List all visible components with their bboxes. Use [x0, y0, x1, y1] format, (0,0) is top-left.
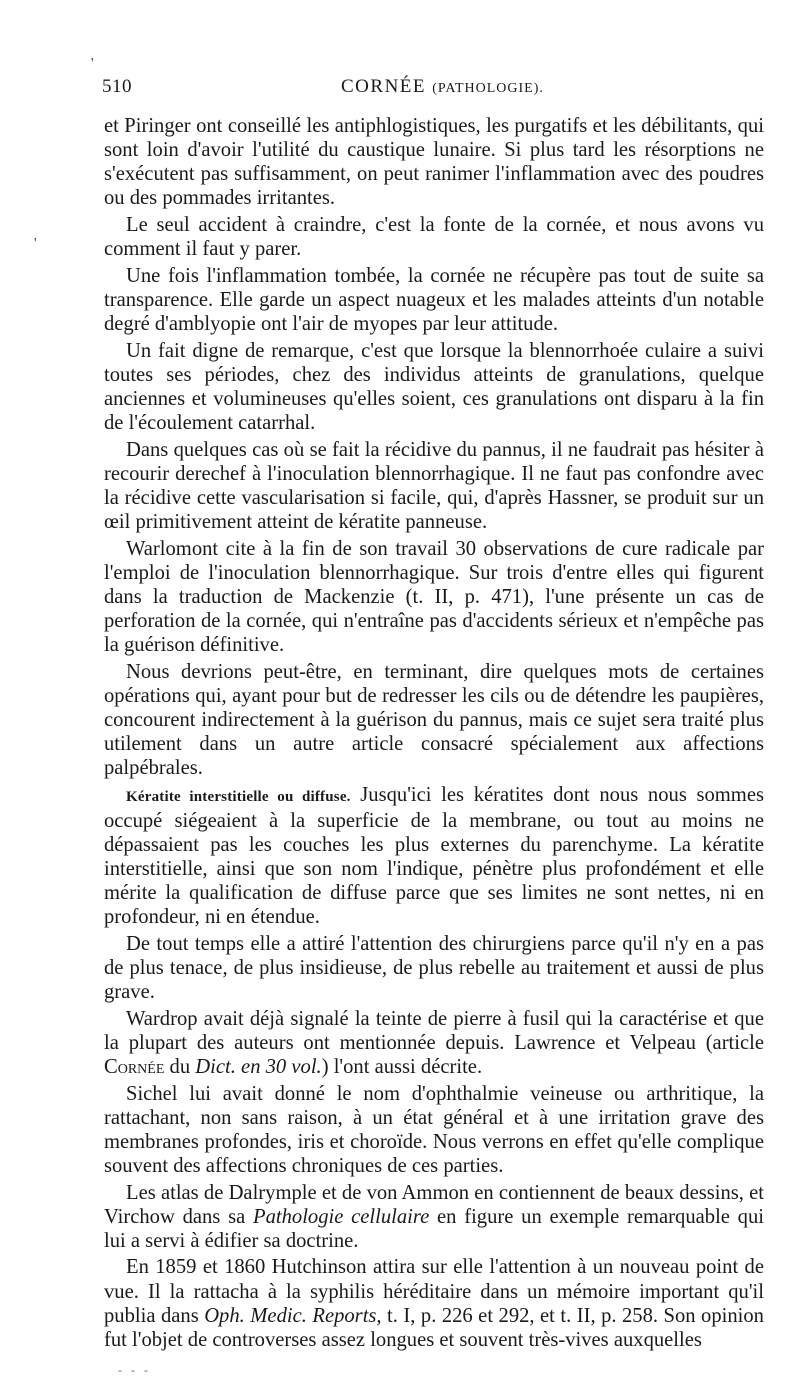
page-number: 510	[102, 76, 132, 97]
print-speck: '	[34, 236, 37, 251]
running-head-title: CORNÉE	[341, 76, 426, 97]
paragraph: Une fois l'inflammation tombée, la cornée ne récupère pas tout de suite sa transparence. Elle garde un aspect nuageux et les malades atteints d'un notable degré d'amblyopie ont l'air de myopes par leur attitude.	[104, 264, 764, 335]
text-run: t. I, p. 226 et 292, et t. II, p. 258. Son opinion fut l'objet de controverses assez longues et souvent très-vives auxquelles	[104, 1304, 764, 1351]
text-run: Wardrop avait déjà signalé la teinte de pierre à fusil qui la caractérise et que la plupart des auteurs ont mentionnée depuis. Lawrence et Velpeau (article	[104, 1007, 764, 1054]
paragraph: Nous devrions peut-être, en terminant, dire quelques mots de certaines opérations qui, ayant pour but de redresser les cils ou de détendre les paupières, concourent indirectement à la guérison du pannus, mais ce sujet sera traité plus utilement dans un autre article consacré spécialement aux affections palpébrales.	[104, 660, 764, 779]
italic-reference: Dict. en 30 vol.	[195, 1055, 322, 1078]
section-heading: Kératite interstitielle ou diffuse.	[126, 788, 351, 805]
paragraph: Le seul accident à craindre, c'est la fonte de la cornée, et nous avons vu comment il faut y parer.	[104, 213, 764, 261]
text-run: ) l'ont aussi décrite.	[321, 1055, 483, 1078]
small-caps-term: Cornée	[104, 1055, 165, 1078]
text-run: En 1859 et 1860 Hutchinson attira sur elle l'attention à un nouveau point de vue. Il la rattacha à la syphilis héréditaire dans un mémoire important qu'il publia dans	[104, 1256, 764, 1327]
paragraph: et Piringer ont conseillé les antiphlogistiques, les purgatifs et les débilitants, qui sont loin d'avoir l'utilité du caustique lunaire. Si plus tard les résorptions ne s'exécutent pas suffisamment, on peut ranimer l'inflammation avec des poudres ou des pommades irritantes.	[104, 115, 764, 210]
paragraph: Warlomont cite à la fin de son travail 30 observations de cure radicale par l'emploi de l'inoculation blennorrhagique. Sur trois d'entre elles qui figurent dans la traduction de Mackenzie (t. II, p. 471), l'une présente un cas de perforation de la cornée, qui n'entraîne pas d'accidents sérieux et n'empêche pas la guérison définitive.	[104, 537, 764, 656]
text-run: du	[164, 1055, 196, 1078]
paragraph: Dans quelques cas où se fait la récidive du pannus, il ne faudrait pas hésiter à recourir derechef à l'inoculation blennorrhagique. Il ne faut pas confondre avec la récidive cette vascularisation si facile, qui, d'après Hassner, se produit sur un œil primitivement atteint de kératite panneuse.	[104, 438, 764, 533]
paragraph-wardrop	[104, 1007, 764, 1079]
text-run: en figure un exemple remarquable qui lui a servi à édifier sa doctrine.	[104, 1205, 765, 1252]
italic-title: Pathologie cellulaire	[253, 1205, 430, 1228]
paragraph-atlas	[104, 1181, 764, 1253]
paragraph: De tout temps elle a attiré l'attention des chirurgiens parce qu'il n'y en a pas de plus tenace, de plus insidieuse, de plus rebelle au traitement et aussi de plus grave.	[104, 932, 764, 1004]
running-head-subtitle: (PATHOLOGIE).	[432, 81, 544, 96]
paragraph-hutchinson	[104, 1255, 764, 1351]
paragraph: Sichel lui avait donné le nom d'ophthalmie veineuse ou arthritique, la rattachant, non sans raison, à un état général et à une irritation grave des membranes profondes, iris et choroïde. Nous verrons en effet qu'elle complique souvent des affections chroniques de ces parties.	[104, 1082, 764, 1177]
section-text: Jusqu'ici les kératites dont nous nous sommes occupé siégeaient à la superficie de la membrane, ou tout au moins ne dépassaient pas les couches les plus externes du parenchyme. La kératite interstitielle, ainsi que son nom l'indique, pénètre plus profondément et elle mérite la qualification de diffuse parce que ses limites ne sont nettes, ni en profondeur, ni en étendue.	[104, 783, 764, 929]
main-text	[104, 114, 764, 1354]
print-speck: '	[91, 56, 94, 71]
page-header	[98, 76, 762, 104]
running-head	[341, 76, 544, 98]
section-paragraph	[104, 783, 764, 930]
text-run: Les atlas de Dalrymple et de von Ammon en contiennent de beaux dessins, et Virchow dans sa	[104, 1181, 764, 1228]
italic-journal: Oph. Medic. Reports,	[204, 1304, 382, 1327]
paragraph: Un fait digne de remarque, c'est que lorsque la blennorrhoée culaire a suivi toutes ses périodes, chez des individus atteints de granulations, quelque anciennes et volumineuses qu'elles soient, ces granulations ont disparu à la fin de l'écoulement catarrhal.	[104, 339, 764, 434]
bottom-print-marks: - - -	[118, 1363, 151, 1377]
